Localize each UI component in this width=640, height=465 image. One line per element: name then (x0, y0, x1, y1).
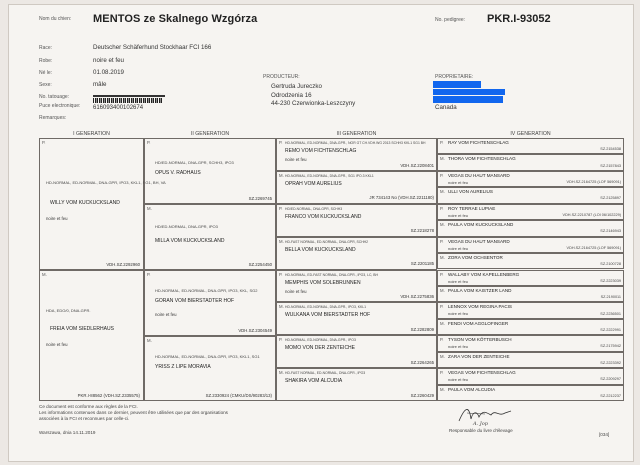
born-value: 01.08.2019 (93, 69, 124, 76)
gen2-cell (144, 204, 276, 270)
health-line: HD-NORMAL, ED-NORMAL, DNA-GPR., NOR GT CH.VDH.WG 2013 SCHH3 KKL1 SG1 BH (285, 141, 426, 145)
health-line: HD-FAST NORMAL, ED-NORMAL, DNA-GPR., IPO3 (285, 371, 366, 376)
dog-name: TYSON VOM KÖTTERBUSCH (448, 337, 512, 343)
tattoo-label: No. tatouage: (39, 94, 70, 100)
dog-name: GORAN VOM BIERSTADTER HOF (155, 298, 235, 304)
gen4-cell (437, 352, 624, 368)
dog-name: VEGAS VOM FICHTENSCHLAG (448, 370, 516, 376)
gen4-cell (437, 302, 624, 318)
registration-number: SZ.2175942 (600, 344, 621, 349)
dog-color: noire et feu (448, 311, 469, 317)
sex-marker: M. (440, 386, 445, 392)
sex-marker: P. (279, 140, 283, 145)
sex-label: Sexe: (39, 82, 52, 88)
sex-marker: P. (440, 304, 444, 310)
gen4-cell (437, 138, 624, 154)
gen4-cell (437, 220, 624, 236)
registration-number: VDH.SZ.2304549 (238, 327, 272, 333)
dog-name: VEGAS DU HAUT MANSARD (448, 172, 510, 178)
dog-name: PAULA VOM KUCKUCKSLAND (448, 222, 514, 228)
owner-label: PROPRIETAIRE: (435, 74, 474, 80)
dog-color: noire et feu (285, 288, 307, 294)
sex-marker: P. (42, 140, 46, 145)
gen4-cell (437, 319, 624, 335)
signature (455, 403, 515, 427)
dog-color: noire et feu (46, 342, 68, 347)
registration-number: SZ.2125897 (600, 196, 621, 201)
registration-number: PKR.I-88562 (VDH.SZ.2335575) (77, 392, 140, 398)
gen4-cell (437, 154, 624, 170)
gen4-cell (437, 286, 624, 302)
registration-number: SZ.2282809 (410, 326, 434, 332)
remarks-label: Remarques: (39, 115, 67, 121)
dog-name: MILLA VOM KUCKUCKSLAND (155, 238, 225, 244)
born-label: Né le: (39, 70, 53, 76)
registration-number: SZ.2269745 (248, 195, 272, 201)
pedigree-document (8, 4, 634, 462)
dog-name: VEGAS DU HAUT MANSARD (448, 238, 510, 244)
race-label: Race: (39, 45, 53, 51)
registration-number: VDH.SZ.2292960 (106, 261, 140, 267)
dog-name: WULKANA VOM BIERSTADTER HOF (285, 312, 371, 319)
dog-color: noire et feu (46, 216, 68, 221)
column-header: II GENERATION (190, 131, 230, 137)
signer-title: Responsable du livre d'élevage (449, 428, 513, 433)
sex-marker: P. (440, 238, 444, 244)
sex-marker: M. (279, 172, 284, 178)
sex-marker: P. (147, 140, 151, 145)
dog-name: PAULA VOM KAISTZER LAND (448, 287, 512, 293)
owner-redaction (433, 89, 505, 95)
gen3-cell (276, 302, 437, 335)
owner-country: Canada (435, 104, 457, 111)
dog-name: FREIA VOM SIEDLERHAUS (50, 326, 114, 332)
sex-marker: M. (440, 287, 445, 293)
place-date: Warszawa, dnia 14.11.2019 (39, 430, 96, 435)
sex-marker: M. (279, 370, 284, 376)
health-line: HD-NORMAL, ED-NORMAL, DNA-GPR., SG1 IPO.3 KKL1 (285, 173, 374, 178)
gen2-cell (144, 270, 276, 336)
dog-color: noire et feu (448, 377, 469, 383)
owner-redaction (433, 96, 503, 103)
dog-name: OPRAH VOM AURELIUS (285, 180, 342, 187)
registration-number: SZ.2100728 (600, 262, 621, 267)
registration-number: SZ.2157843 (600, 163, 621, 168)
chip-label: Puce electronique: (39, 103, 81, 109)
dog-name: MEMPHIS VOM SOLEBRUNNEN (285, 279, 361, 286)
column-header: I GENERATION (73, 131, 110, 137)
owner-redaction (433, 81, 481, 88)
column-header: III GENERATION (336, 131, 377, 137)
dog-name: THORA VOM FICHTENSCHLAG (448, 156, 516, 162)
registration-number: SZ.2222991 (600, 327, 621, 332)
dog-name: REMO VOM FICHTENSCHLAG (285, 148, 357, 154)
chip-barcode (93, 98, 163, 103)
race-value: Deutscher Schäferhund Stockhaar FCI 166 (93, 44, 212, 51)
health-line: HD-NORMAL, ED-FAST NORMAL, DNA-GPR., IPO3, LC, BH (285, 272, 379, 277)
gen3-cell (276, 204, 437, 237)
gen4-cell (437, 187, 624, 203)
dog-name-label: Nom du chien: (39, 16, 72, 22)
dog-name: WALLABY VOM KAPELLENBERG (448, 271, 520, 277)
dog-name: SHAKIRA VOM ALCUDIA (285, 378, 343, 385)
gen4-cell (437, 253, 624, 269)
gen3-cell (276, 270, 437, 303)
gen4-cell (437, 368, 624, 384)
sex-marker: M. (440, 255, 445, 261)
tattoo-line (93, 95, 165, 97)
dog-color: noire et feu (155, 312, 177, 317)
dog-name: ZORA VOM OCHSENTOR (448, 255, 503, 261)
sex-marker: P. (440, 140, 444, 145)
pedigree-number: PKR.I-93052 (487, 13, 551, 25)
registration-number: SZ.2212237 (600, 393, 621, 398)
sex-marker: P. (147, 272, 151, 277)
health-line: HD/ED-NORMAL, DNA-GPR, IPO3 (155, 224, 218, 229)
registration-number: SZ.2260429 (410, 392, 434, 398)
dog-name: FRANCO VOM KUCKUCKSLAND (285, 213, 362, 220)
registration-number: SZ.2223392 (600, 360, 621, 365)
registration-number: SZ.2254450 (248, 261, 272, 267)
dog-color: noire et feu (448, 245, 469, 251)
registration-number: VDH.SZ.2208401 (400, 162, 434, 168)
registration-number: SZ.2264265 (410, 359, 434, 365)
registration-number: VDH.SZ.2164725 (LOF 569091) (566, 180, 621, 185)
registration-number: SZ.2209297 (600, 377, 621, 382)
dog-color: noire et feu (448, 344, 469, 350)
sex-marker: P. (440, 172, 444, 178)
sex-marker: M. (42, 272, 47, 277)
dog-name: OPUS V. RADHAUS (155, 170, 201, 176)
sex-marker: M. (440, 189, 445, 195)
sex-marker: M. (440, 353, 445, 359)
registration-number: JR 734143 No (VDH.SZ.2211180) (369, 195, 434, 201)
sex-marker: P. (440, 271, 444, 277)
registration-number: SZ.2190011 (600, 295, 621, 300)
registration-number: VDH.SZ.2275836 (400, 294, 434, 300)
sex-marker: M. (147, 206, 152, 211)
sex-marker: M. (147, 338, 152, 343)
dog-name: ROY TERRAE LUPIAE (448, 205, 496, 211)
dog-name: FENDI VOM AGGLOFINGER (448, 320, 509, 326)
health-line: HD-FAST NORMAL, ED-NORMAL, DNA-GPR, SCHH2 (285, 239, 369, 244)
sex-marker: M. (279, 238, 284, 244)
registration-number: VDH.SZ.2210787 (LOI 06/102229) (562, 212, 621, 217)
document-code: [034] (599, 432, 610, 437)
sex-marker: M. (440, 320, 445, 326)
footer-note: Ce document est conforme aux règles de la FCI. (39, 404, 138, 409)
registration-number: VDH.SZ.2164725 (LOF 569091) (566, 245, 621, 250)
gen3-cell (276, 138, 437, 171)
sex-marker: P. (440, 370, 444, 376)
breeder-street: Odrodzenia 16 (271, 92, 312, 99)
breeder-label: PRODUCTEUR: (263, 74, 300, 80)
health-line: HD-NORMAL, ED-NORMAL, DNA-GPR., IPO3, KKL1 (285, 305, 367, 310)
health-line: HD-NORMAL, ED-NORMAL, DNA-GPR, IPO3, KKL1, SG1, BH, VA (46, 180, 166, 185)
dog-name: MOMO VON DER ZENTEICHE (285, 345, 356, 352)
breeder-city: 44-230 Czerwionka-Leszczyny (271, 100, 356, 107)
footer-note: Les informations contenues dans ce dernier, peuvent être utilisées que par des organisations (39, 410, 228, 415)
dog-name: WILLY VOM KUCKUCKSLAND (50, 200, 120, 206)
registration-number: SZ.2236501 (600, 311, 621, 316)
breeder-name: Gertruda Jureczko (271, 83, 322, 90)
gen3-cell (276, 335, 437, 368)
registration-number: SZ.2201185 (410, 261, 434, 267)
health-line: HD-NORMAL, ED-NORMAL, DNA-GPR, IPO3, KKL, SG2 (155, 288, 258, 293)
dog-color: noire et feu (448, 278, 469, 284)
sex-marker: P. (279, 271, 283, 277)
gen2-cell (144, 138, 276, 204)
registration-number: SZ.2330924 (CMKU/DS/90283/13) (205, 392, 272, 398)
robe-value: noire et feu (93, 57, 124, 64)
health-line: HDA, EDO/0, DNA-GPR. (46, 308, 91, 313)
health-line: HD/ED-NORMAL, DNA-GPR, SCHH3 (285, 206, 343, 211)
sex-marker: P. (440, 205, 444, 211)
gen4-cell (437, 335, 624, 351)
dog-name: RAY VOM FICHTENSCHLAG (448, 140, 509, 145)
sex-value: mâle (93, 81, 107, 88)
sire-cell (39, 138, 166, 270)
dog-color: noire et feu (448, 212, 469, 218)
dog-name: YRISS Z LIPE MORAVIA (155, 364, 211, 370)
sex-marker: P. (279, 337, 283, 343)
gen3-cell (276, 237, 437, 270)
registration-number: SZ.2146943 (600, 229, 621, 234)
sex-marker: M. (440, 222, 445, 228)
dog-name: LENNOX VOM REGINA PACIS (448, 304, 512, 310)
dam-cell (39, 270, 144, 401)
footer-note: associées à la FCI et reconnues par celle-ci. (39, 416, 130, 421)
sex-marker: P. (279, 205, 283, 211)
gen2-cell (144, 336, 276, 401)
gen3-cell (276, 368, 437, 401)
registration-number: SZ.2223039 (600, 278, 621, 283)
gen4-cell (437, 204, 624, 220)
registration-number: SZ.2154538 (600, 147, 621, 152)
gen4-cell (437, 237, 624, 253)
dog-name: BELLA VOM KUCKUCKSLAND (285, 246, 356, 253)
robe-label: Robe: (39, 58, 53, 64)
column-header: IV GENERATION (510, 131, 551, 137)
sex-marker: M. (440, 156, 445, 162)
health-line: HD/ED-NORMAL, DNA-GPR, SCHH3, IPO3 (155, 160, 234, 165)
sex-marker: P. (440, 337, 444, 343)
signature-text: A. Jop (473, 421, 489, 427)
dog-name: ZARA VON DER ZENTEICHE (448, 353, 510, 359)
registration-number: SZ.2218278 (410, 228, 434, 234)
pedigree-number-label: No. pedigree: (435, 17, 466, 23)
gen4-cell (437, 385, 624, 401)
dog-name: PAULA VOM ALCUDIA (448, 386, 496, 392)
health-line: HD-NORMAL, ED-NORMAL, DNA-GPR, IPO3, KKL1, SG1 (155, 354, 260, 359)
dog-name: MENTOS ze Skalnego Wzgórza (93, 13, 258, 25)
gen4-cell (437, 270, 624, 286)
pedigree-table (39, 138, 624, 401)
dog-color: noire et feu (448, 179, 469, 185)
chip-value: 616093400102674 (93, 105, 144, 111)
gen4-cell (437, 171, 624, 187)
dog-name: ULLI VON AURELIUS (448, 189, 493, 195)
dog-color: noire et feu (285, 157, 307, 162)
health-line: HD-NORMAL, ED-NORMAL, DNA-GPR., IPO3 (285, 338, 356, 343)
sex-marker: M. (279, 304, 284, 310)
gen3-cell (276, 171, 437, 204)
